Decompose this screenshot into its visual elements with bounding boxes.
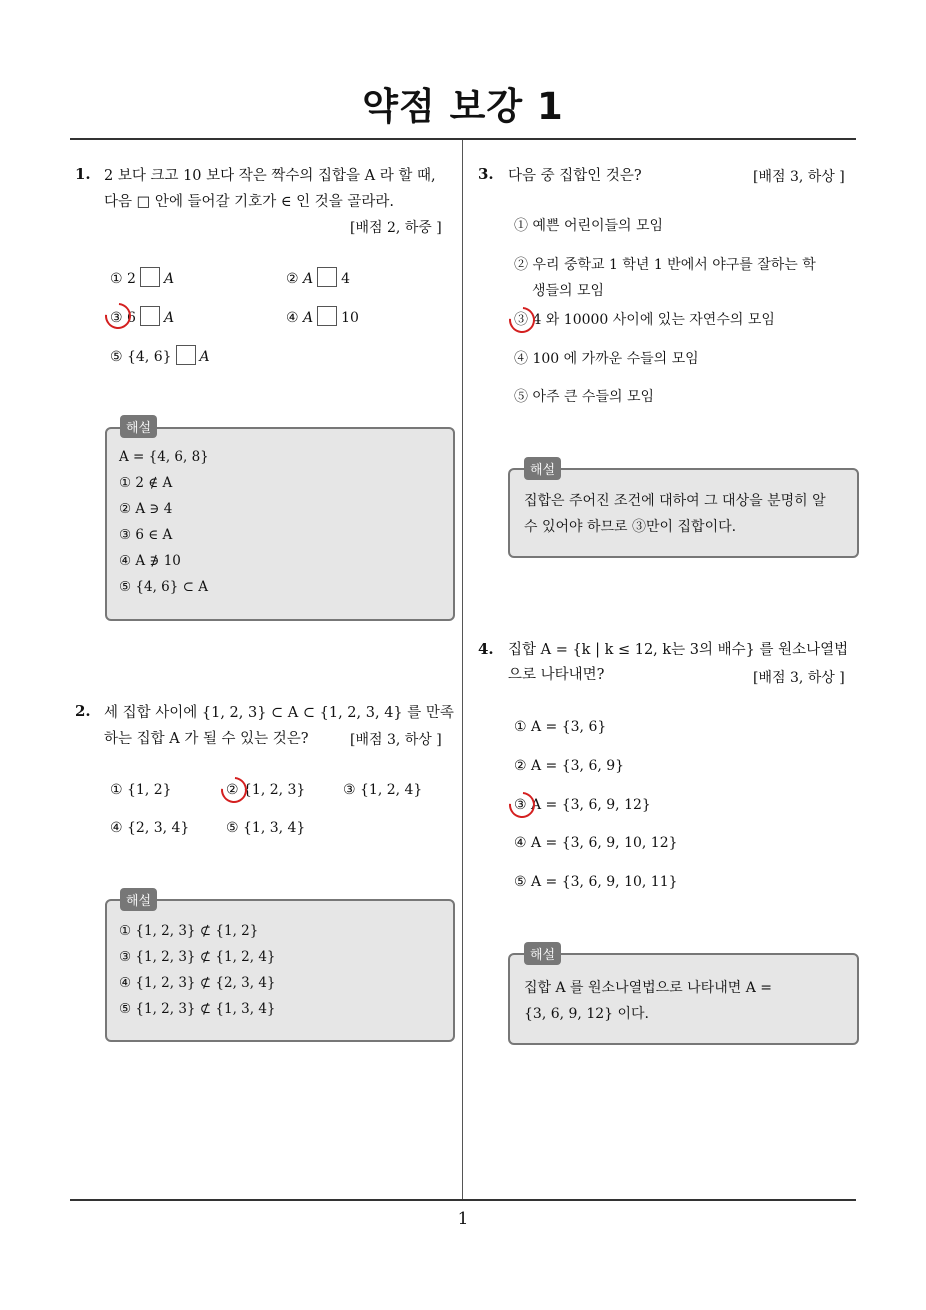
explanation-line: ⑤ {1, 2, 3} ⊄ {1, 3, 4} (119, 1001, 276, 1017)
explanation-line: {3, 6, 9, 12} 이다. (524, 1006, 650, 1022)
question-meta: [배점 3, 하상 ] (753, 169, 845, 185)
option-3[interactable]: ③ {1, 2, 4} (343, 782, 423, 798)
option-2[interactable]: ② {1, 2, 3} (226, 782, 306, 798)
question-text: 하는 집합 A 가 될 수 있는 것은? (104, 731, 309, 747)
option-5[interactable] (110, 345, 210, 367)
option-after: 10 (341, 310, 359, 326)
question-number: 3. (478, 165, 494, 183)
answer-circle-mark (216, 772, 253, 809)
option-2[interactable] (286, 267, 350, 289)
question-number: 1. (75, 165, 91, 183)
explanation-tag: 해설 (524, 942, 561, 965)
explanation-box (105, 899, 455, 1042)
option-5[interactable]: ⑤ {1, 3, 4} (226, 820, 306, 836)
explanation-line: 집합 A 를 원소나열법으로 나타내면 A = (524, 980, 772, 996)
blank-box (317, 306, 337, 326)
blank-box (140, 267, 160, 287)
explanation-tag: 해설 (120, 415, 157, 438)
explanation-line: ③ {1, 2, 3} ⊄ {1, 2, 4} (119, 949, 276, 965)
option-before: {4, 6} (127, 349, 172, 365)
option-4[interactable] (286, 306, 359, 328)
explanation-line: ⑤ {4, 6} ⊂ A (119, 579, 208, 595)
explanation-box (508, 468, 859, 558)
option-3[interactable]: ③ 4 와 10000 사이에 있는 자연수의 모임 (514, 312, 775, 328)
blank-box (140, 306, 160, 326)
explanation-line: A = {4, 6, 8} (119, 449, 209, 465)
option-5[interactable]: ⑤ A = {3, 6, 9, 10, 11} (514, 874, 678, 890)
bottom-rule (70, 1199, 856, 1201)
answer-circle-mark (504, 787, 541, 824)
explanation-line: ④ {1, 2, 3} ⊄ {2, 3, 4} (119, 975, 276, 991)
explanation-box (105, 427, 455, 621)
question-text: 2 보다 크고 10 보다 작은 짝수의 집합을 A 라 할 때, (104, 168, 436, 184)
option-2[interactable]: ② 우리 중학교 1 학년 1 반에서 야구를 잘하는 학 (514, 257, 816, 273)
option-4[interactable]: ④ 100 에 가까운 수들의 모임 (514, 351, 699, 367)
option-1[interactable] (110, 267, 174, 289)
option-3[interactable]: ③ A = {3, 6, 9, 12} (514, 797, 651, 813)
option-1[interactable]: ① A = {3, 6} (514, 719, 607, 735)
option-before: A (303, 310, 314, 326)
explanation-line: ① {1, 2, 3} ⊄ {1, 2} (119, 923, 259, 939)
option-1[interactable]: ① {1, 2} (110, 782, 172, 798)
explanation-box (508, 953, 859, 1045)
explanation-line: ④ A ∌ 10 (119, 553, 181, 569)
answer-circle-mark (504, 302, 541, 339)
option-4[interactable]: ④ A = {3, 6, 9, 10, 12} (514, 835, 678, 851)
question-meta: [배점 3, 하상 ] (350, 732, 442, 748)
option-5[interactable]: ⑤ 아주 큰 수들의 모임 (514, 389, 654, 405)
option-2-continuation: 생들의 모임 (532, 283, 605, 299)
page-title: 약점 보강 1 (362, 85, 564, 128)
question-text: 집합 A = {k | k ≤ 12, k는 3의 배수} 를 원소나열법 (508, 642, 849, 658)
page-number: 1 (457, 1209, 469, 1229)
question-meta: [배점 2, 하중 ] (350, 220, 442, 236)
blank-box (176, 345, 196, 365)
option-mark: ③ (110, 310, 123, 326)
explanation-line: ③ 6 ∈ A (119, 527, 173, 543)
top-rule (70, 138, 856, 140)
question-number: 2. (75, 702, 91, 720)
option-after: A (163, 310, 175, 326)
question-number: 4. (478, 640, 494, 658)
question-text: 세 집합 사이에 {1, 2, 3} ⊂ A ⊂ {1, 2, 3, 4} 를 만족 (104, 705, 454, 721)
explanation-tag: 해설 (524, 457, 561, 480)
explanation-line: ② A ∋ 4 (119, 501, 173, 517)
option-after: 4 (341, 271, 351, 287)
column-divider (462, 140, 463, 1200)
option-1[interactable]: ① 예쁜 어린이들의 모임 (514, 218, 664, 234)
option-mark: ① (110, 271, 123, 287)
explanation-tag: 해설 (120, 888, 157, 911)
option-before: 2 (127, 271, 136, 287)
option-after: A (163, 271, 175, 287)
option-after: A (199, 349, 210, 365)
option-mark: ⑤ (110, 349, 123, 365)
option-4[interactable]: ④ {2, 3, 4} (110, 820, 190, 836)
explanation-line: 집합은 주어진 조건에 대하여 그 대상을 분명히 알 (524, 493, 826, 509)
question-text: 으로 나타내면? (508, 667, 605, 683)
explanation-line: ① 2 ∉ A (119, 475, 173, 491)
option-mark: ④ (286, 310, 299, 326)
question-text: 다음 중 집합인 것은? (508, 168, 642, 184)
option-before: 6 (127, 310, 136, 326)
question-text: 다음 □ 안에 들어갈 기호가 ∈ 인 것을 골라라. (104, 194, 395, 210)
option-mark: ② (286, 271, 299, 287)
option-2[interactable]: ② A = {3, 6, 9} (514, 758, 625, 774)
option-before: A (303, 271, 314, 287)
explanation-line: 수 있어야 하므로 ③만이 집합이다. (524, 519, 737, 535)
answer-circle-mark (100, 298, 137, 335)
question-meta: [배점 3, 하상 ] (753, 670, 845, 686)
blank-box (317, 267, 337, 287)
